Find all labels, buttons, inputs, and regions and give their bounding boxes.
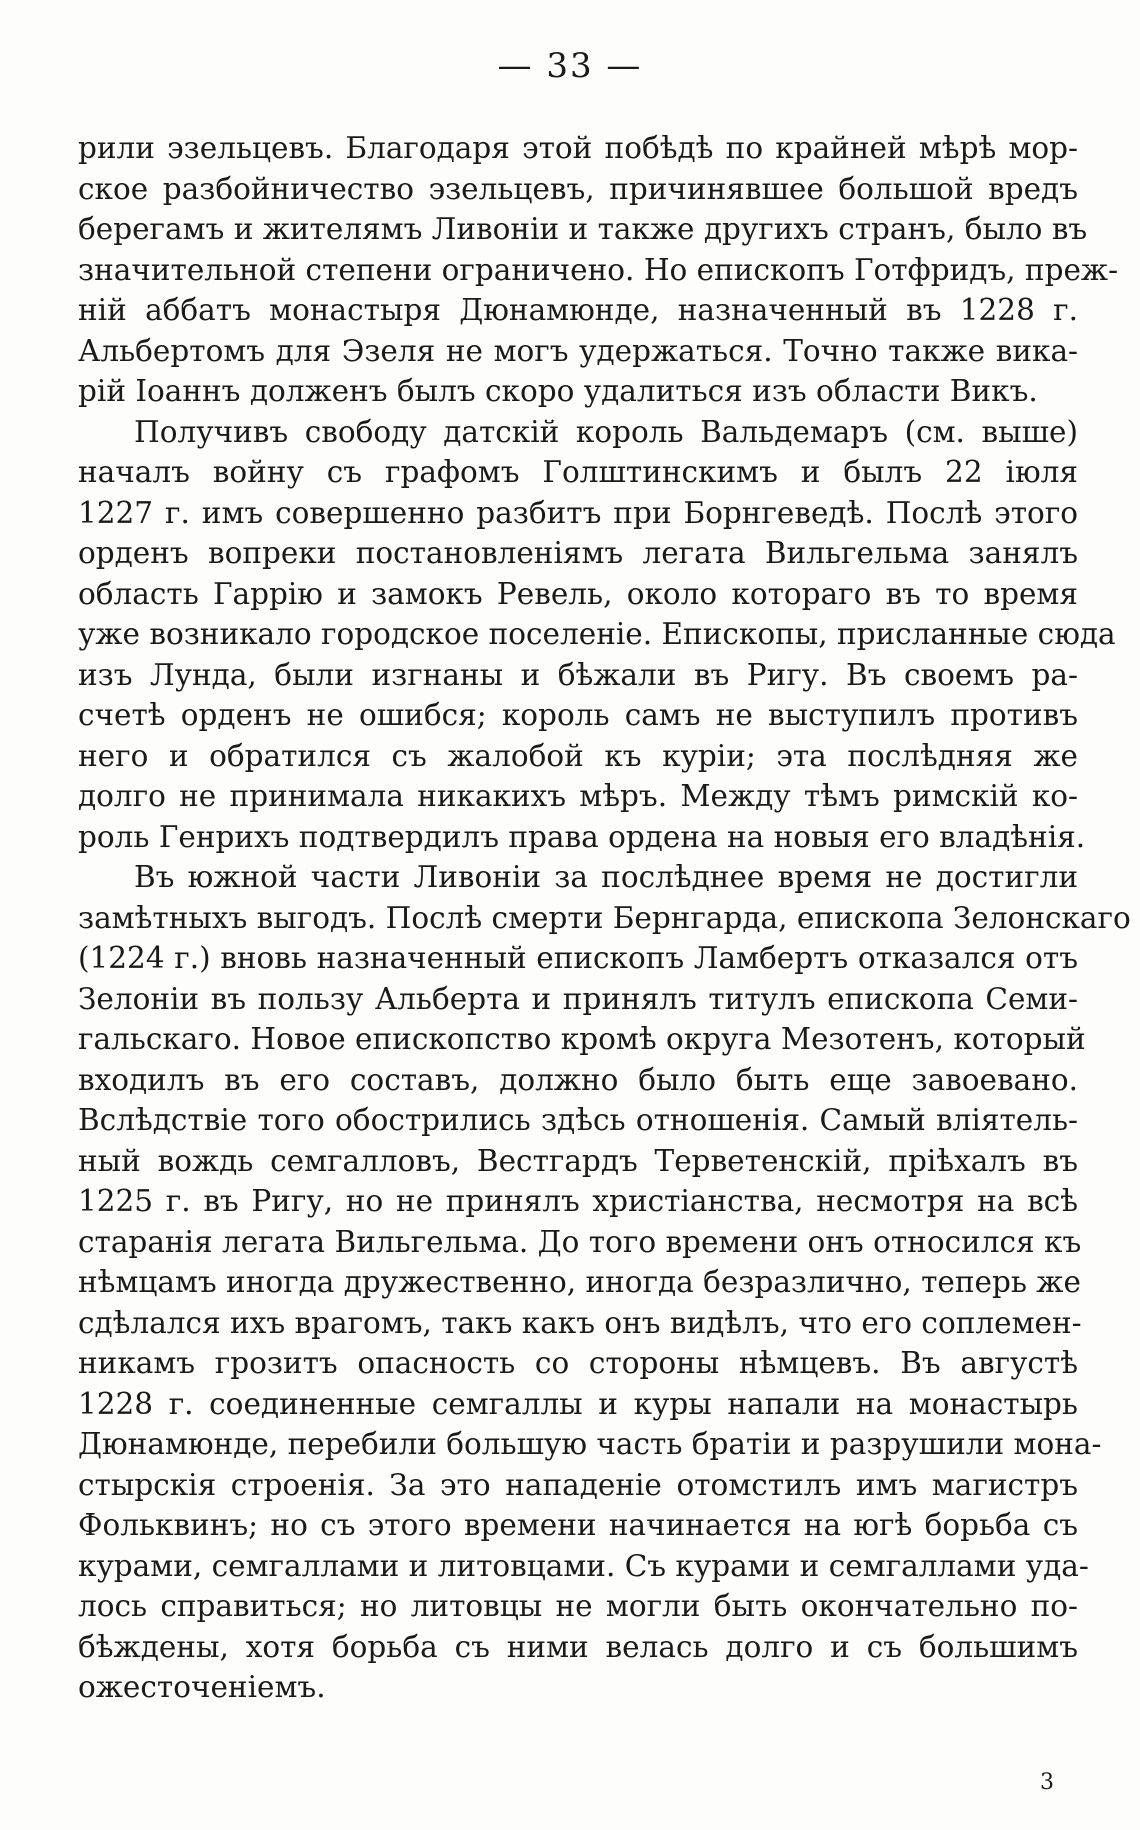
signature-mark: 3	[1040, 1770, 1054, 1795]
text-line: рили эзельцевъ. Благодаря этой побѣдѣ по крайней мѣрѣ мор-	[78, 131, 1078, 165]
text-line: сдѣлался ихъ врагомъ, такъ какъ онъ видѣлъ, что его соплемен-	[78, 1305, 1082, 1340]
text-line: курами, семгаллами и литовцами. Съ курами и семгаллами уда-	[78, 1548, 1089, 1583]
text-line: входилъ въ его составъ, должно было быть еще завоевано.	[78, 1062, 1078, 1097]
text-line: Зелоніи въ пользу Альберта и принялъ титулъ епископа Семи-	[78, 981, 1078, 1016]
text-line: ское разбойничество эзельцевъ, причинявшее большой вредъ	[78, 171, 1078, 206]
text-line: 1225 г. въ Ригу, но не принялъ христіанства, несмотря на всѣ	[78, 1184, 1078, 1218]
text-line: долго не принимала никакихъ мѣръ. Между тѣмъ римскій ко-	[78, 779, 1078, 813]
paragraph	[78, 128, 1119, 412]
text-line: 1227 г. имъ совершенно разбитъ при Борнгеведѣ. Послѣ этого	[78, 495, 1078, 530]
text-line: (1224 г.) вновь назначенный епископъ Ламбертъ отказался отъ	[78, 941, 1078, 975]
text-line: рій Іоаннъ долженъ былъ скоро удалиться изъ области Викъ.	[78, 374, 1038, 408]
text-line: значительной степени ограничено. Но епископъ Готфридъ, преж-	[78, 252, 1119, 287]
text-line: Альбертомъ для Эзеля не могъ удержаться. Точно также вика-	[78, 333, 1078, 368]
text-line: Вслѣдствіе того обострились здѣсь отношенія. Самый вліятель-	[78, 1103, 1078, 1137]
text-line: ный вождь семгалловъ, Вестгардъ Терветенскій, пріѣхалъ въ	[78, 1143, 1078, 1178]
body-text	[78, 128, 1131, 1708]
text-line: него и обратился съ жалобой къ куріи; эта послѣдняя же	[78, 738, 1078, 773]
text-line: ній аббатъ монастыря Дюнамюнде, назначенный въ 1228 г.	[78, 293, 1078, 327]
paragraph	[78, 857, 1131, 1708]
text-line: область Гаррію и замокъ Ревель, около котораго въ то время	[78, 576, 1078, 611]
text-line: началъ войну съ графомъ Голштинскимъ и былъ 22 іюля	[78, 455, 1078, 489]
text-line: изъ Лунда, были изгнаны и бѣжали въ Ригу. Въ своемъ ра-	[78, 657, 1078, 692]
text-line: уже возникало городское поселеніе. Епископы, присланные сюда	[78, 617, 1116, 651]
text-line: Въ южной части Ливоніи за послѣднее время не достигли	[134, 860, 1078, 894]
text-line: никамъ грозитъ опасность со стороны нѣмцевъ. Въ августѣ	[78, 1346, 1078, 1380]
text-line: ожесточеніемъ.	[78, 1670, 326, 1704]
text-line: гальскаго. Новое епископство кромѣ округа Мезотенъ, который	[78, 1022, 1086, 1056]
text-line: Получивъ свободу датскій король Вальдемаръ (см. выше)	[134, 414, 1078, 449]
paragraph	[78, 412, 1116, 858]
text-line: замѣтныхъ выгодъ. Послѣ смерти Бернгарда, епископа Зелонскаго	[78, 900, 1131, 935]
text-line: роль Генрихъ подтвердилъ права ордена на новыя его владѣнія.	[78, 819, 1086, 854]
text-line: стырскія строенія. За это нападеніе отомстилъ имъ магистръ	[78, 1467, 1078, 1502]
text-line: 1228 г. соединенные семгаллы и куры напали на монастырь	[78, 1386, 1078, 1421]
text-line: Фольквинъ; но съ этого времени начинается на югѣ борьба съ	[78, 1508, 1078, 1542]
text-line: нѣмцамъ иногда дружественно, иногда безразлично, теперь же	[78, 1265, 1081, 1299]
text-line: орденъ вопреки постановленіямъ легата Вильгельма занялъ	[78, 536, 1078, 570]
text-line: Дюнамюнде, перебили большую часть братіи и разрушили мона-	[78, 1427, 1102, 1461]
text-line: старанія легата Вильгельма. До того времени онъ относился къ	[78, 1224, 1082, 1259]
text-line: берегамъ и жителямъ Ливоніи и также другихъ странъ, было въ	[78, 212, 1088, 246]
text-line: счетѣ орденъ не ошибся; король самъ не выступилъ противъ	[78, 698, 1078, 732]
text-line: бѣждены, хотя борьба съ ними велась долго и съ большимъ	[78, 1629, 1078, 1664]
page-number: — 33 —	[497, 46, 643, 86]
text-line: лось справиться; но литовцы не могли быть окончательно по-	[78, 1589, 1078, 1623]
